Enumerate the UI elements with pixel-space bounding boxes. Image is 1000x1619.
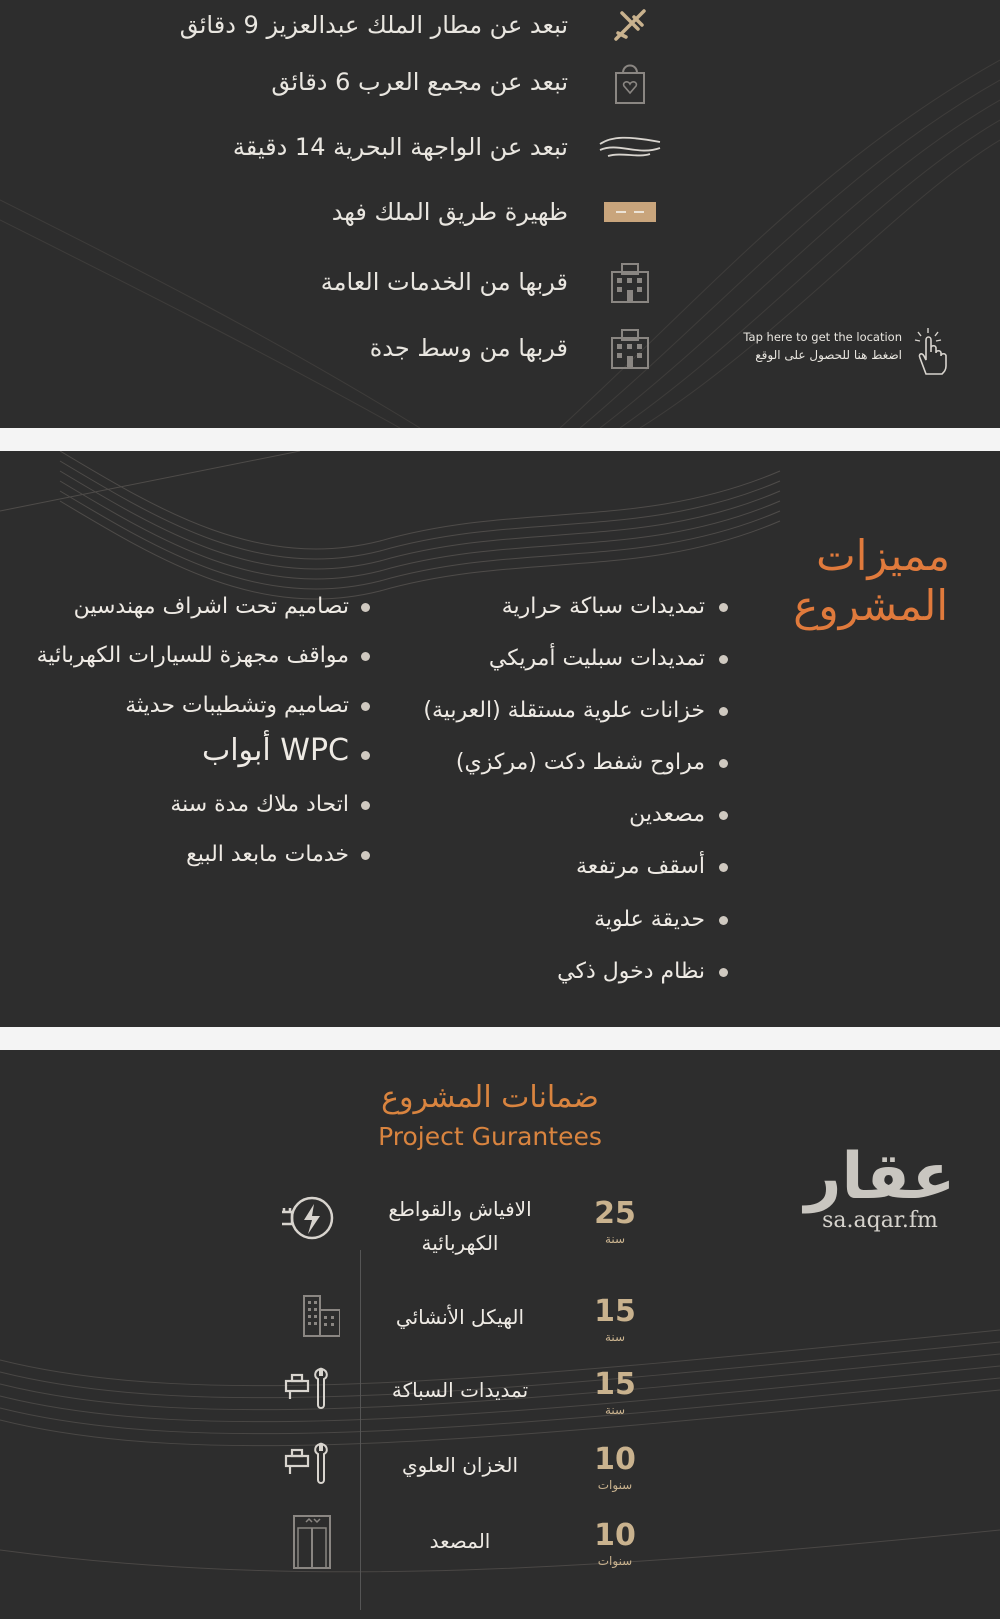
location-panel — [0, 0, 1000, 428]
list-item: خزانات علوية مستقلة (العربية) — [423, 698, 705, 723]
bullet — [719, 811, 728, 820]
list-item: مصعدين — [629, 802, 705, 827]
waves-icon — [592, 122, 668, 172]
list-item: تمديدات سبليت أمريكي — [488, 646, 705, 671]
building-icon — [592, 323, 668, 373]
features-title-line2: المشروع — [793, 581, 948, 630]
guarantees-title-en: Project Gurantees — [378, 1122, 602, 1151]
location-text: تبعد عن مطار الملك عبدالعزيز 9 دقائق — [179, 11, 568, 39]
list-item: تمديدات سباكة حرارية — [501, 594, 705, 619]
list-item: أسقف مرتفعة — [575, 854, 705, 879]
guarantee-row — [280, 1514, 680, 1584]
guarantee-years: 25 — [594, 1196, 636, 1231]
list-item: مراوح شفط دكت (مركزي) — [455, 750, 705, 775]
road-icon — [592, 187, 668, 237]
get-location-button[interactable] — [724, 326, 954, 378]
guarantee-years: 15 — [594, 1367, 636, 1402]
bullet — [719, 916, 728, 925]
location-item-services — [0, 257, 1000, 307]
bullet — [361, 801, 370, 810]
guarantee-row — [280, 1363, 680, 1433]
location-text: قربها من الخدمات العامة — [320, 268, 568, 296]
guarantees-title-ar: ضمانات المشروع — [381, 1080, 599, 1115]
guarantee-label: المصعد — [429, 1529, 491, 1553]
electric-plug-icon — [280, 1192, 350, 1252]
list-item: حديقة علوية — [594, 907, 705, 932]
elevator-icon — [280, 1514, 350, 1574]
guarantee-unit: سنة — [604, 1232, 626, 1246]
bullet — [361, 603, 370, 612]
building-icon — [592, 257, 668, 307]
bullet — [361, 851, 370, 860]
bullet — [719, 968, 728, 977]
guarantee-years: 15 — [594, 1294, 636, 1329]
location-text: قربها من وسط جدة — [369, 334, 568, 362]
guarantee-unit: سنة — [604, 1403, 626, 1417]
location-text: ظهيرة طريق الملك فهد — [331, 198, 568, 226]
features-title-line1: مميزات — [816, 531, 950, 580]
list-item: أبواب WPC — [201, 733, 349, 768]
guarantees-panel — [0, 1050, 1000, 1619]
guarantee-label: الخزان العلوي — [401, 1453, 519, 1477]
bullet — [719, 759, 728, 768]
guarantee-row — [280, 1290, 680, 1360]
bullet — [719, 707, 728, 716]
bullet — [361, 751, 370, 760]
guarantee-unit: سنوات — [597, 1554, 633, 1568]
list-item: نظام دخول ذكي — [557, 959, 705, 984]
guarantee-label: الافياش والقواطع الكهربائية — [388, 1197, 532, 1255]
tap-hand-icon — [910, 326, 954, 378]
guarantee-label: الهيكل الأنشائي — [395, 1305, 525, 1329]
plumbing-tools-icon — [280, 1438, 350, 1498]
guarantee-row — [280, 1438, 680, 1508]
features-panel — [0, 451, 1000, 1027]
aqar-url: sa.aqar.fm — [822, 1208, 938, 1233]
list-item: خدمات مابعد البيع — [186, 842, 349, 867]
location-item-road — [0, 187, 1000, 237]
location-item-waterfront — [0, 122, 1000, 172]
guarantee-row — [280, 1192, 680, 1272]
guarantee-unit: سنوات — [597, 1478, 633, 1492]
location-text: تبعد عن مجمع العرب 6 دقائق — [271, 68, 568, 96]
bullet — [719, 863, 728, 872]
list-item: تصاميم تحت اشراف مهندسين — [73, 594, 349, 619]
list-item: تصاميم وتشطيبات حديثة — [125, 693, 349, 718]
list-item: اتحاد ملاك مدة سنة — [170, 792, 349, 817]
buildings-icon — [280, 1290, 350, 1350]
airplane-icon — [592, 0, 668, 50]
guarantee-unit: سنة — [604, 1330, 626, 1344]
tap-label-en: Tap here to get the location — [743, 330, 902, 344]
bullet — [361, 702, 370, 711]
bullet — [361, 652, 370, 661]
bullet — [719, 655, 728, 664]
location-item-airport — [0, 0, 1000, 50]
guarantee-years: 10 — [594, 1518, 636, 1553]
bullet — [719, 603, 728, 612]
guarantee-years: 10 — [594, 1442, 636, 1477]
location-text: تبعد عن الواجهة البحرية 14 دقيقة — [232, 133, 568, 161]
location-item-mall — [0, 57, 1000, 107]
tap-label-ar: اضغط هنا للحصول على الوقع — [755, 348, 902, 362]
guarantee-label: تمديدات السباكة — [391, 1378, 529, 1402]
shopping-bag-icon — [592, 57, 668, 107]
plumbing-tools-icon — [280, 1363, 350, 1423]
aqar-logo: عقار — [804, 1140, 956, 1214]
list-item: مواقف مجهزة للسيارات الكهربائية — [36, 643, 349, 668]
